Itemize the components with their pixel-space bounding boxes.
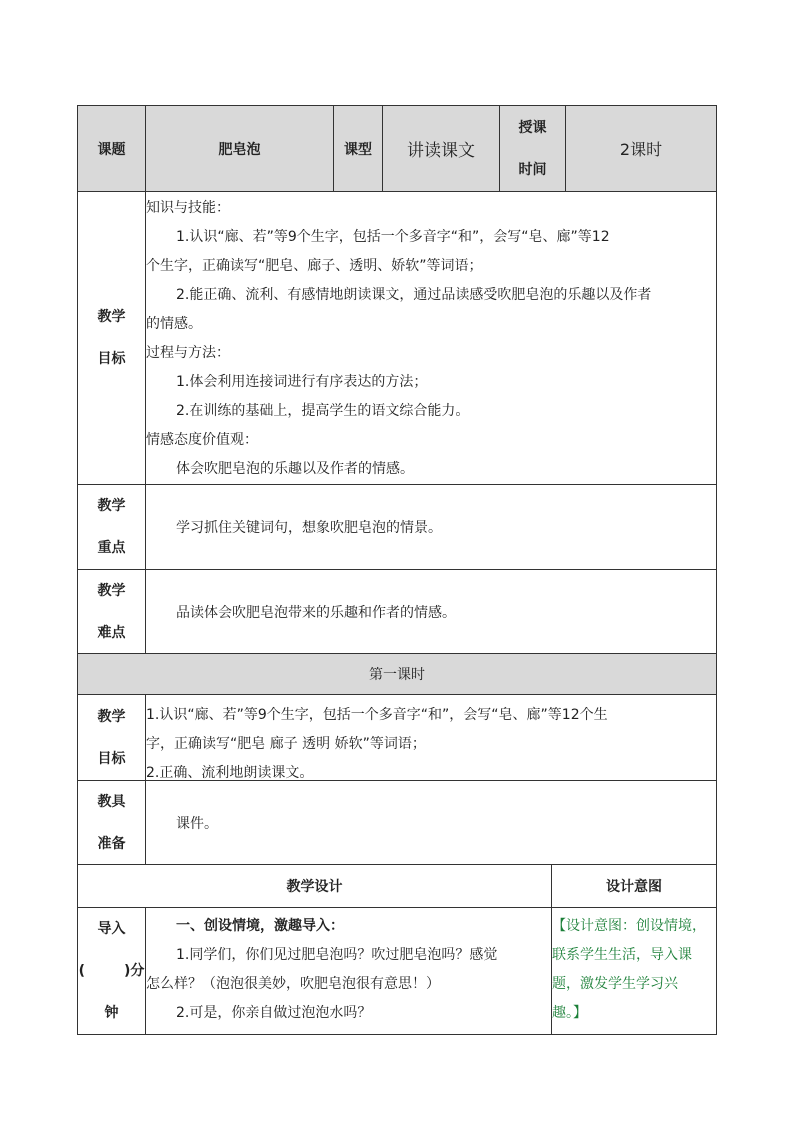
intent-col-header: 设计意图 bbox=[606, 879, 662, 895]
type-label: 课型 bbox=[334, 106, 383, 191]
topic-label: 课题 bbox=[78, 106, 146, 191]
intro-intent bbox=[552, 908, 716, 1034]
intro-label bbox=[78, 908, 146, 1034]
difficulties-label-1: 教学 bbox=[97, 582, 126, 599]
goals-line: 情感态度价值观： bbox=[146, 432, 258, 448]
goals-line: 1.体会利用连接词进行有序表达的方法； bbox=[176, 374, 428, 390]
difficulties-row bbox=[78, 570, 716, 654]
prep-label-2: 准备 bbox=[97, 835, 126, 852]
lesson1-goals-row bbox=[78, 695, 716, 781]
lesson1-goals-line: 2.正确、流利地朗读课文。 bbox=[146, 765, 314, 781]
prep-text: 课件。 bbox=[176, 815, 218, 832]
header-row bbox=[78, 106, 716, 192]
intent-line: 题，激发学生学习兴 bbox=[552, 976, 678, 992]
goals-line: 1.认识“廊、若”等9个生字，包括一个多音字“和”，会写“皂、廊”等12 bbox=[176, 229, 610, 245]
lesson1-goals-line: 字，正确读写“肥皂 廊子 透明 娇软”等词语； bbox=[146, 736, 426, 752]
intent-line: 联系学生生活，导入课 bbox=[552, 947, 692, 963]
difficulties-label-2: 难点 bbox=[97, 624, 126, 641]
time-label-1: 授课 bbox=[518, 119, 547, 136]
time-label bbox=[500, 106, 566, 191]
lesson1-title-row bbox=[78, 654, 716, 695]
prep-row bbox=[78, 781, 716, 865]
lesson-plan-table bbox=[77, 105, 717, 1035]
lesson1-title: 第一课时 bbox=[369, 667, 425, 683]
intent-line: 趣。】 bbox=[552, 1005, 587, 1021]
lesson1-goals-label-1: 教学 bbox=[97, 708, 126, 725]
key-points-label-2: 重点 bbox=[97, 540, 126, 556]
type-value: 讲读课文 bbox=[383, 106, 500, 191]
key-points-row bbox=[78, 485, 716, 570]
intro-heading: 一、创设情境，激趣导入： bbox=[176, 918, 344, 934]
intro-row bbox=[78, 908, 716, 1034]
intro-line: 1.同学们，你们见过肥皂泡吗？吹过肥皂泡吗？感觉 bbox=[176, 947, 498, 963]
intro-label-3: 钟 bbox=[104, 1005, 119, 1021]
intro-label-1: 导入 bbox=[97, 921, 126, 937]
goals-label bbox=[78, 192, 146, 484]
intro-label-2: ( )分 bbox=[78, 963, 145, 979]
goals-line: 知识与技能： bbox=[146, 200, 230, 216]
design-header-row bbox=[78, 865, 716, 908]
goals-line: 的情感。 bbox=[146, 316, 202, 332]
intro-line: 怎么样？（泡泡很美妙，吹肥皂泡很有意思！） bbox=[146, 976, 440, 992]
goals-line: 体会吹肥皂泡的乐趣以及作者的情感。 bbox=[176, 461, 414, 477]
goals-line: 个生字，正确读写“肥皂、廊子、透明、娇软”等词语； bbox=[146, 258, 483, 274]
time-value: 2课时 bbox=[619, 140, 663, 159]
intro-content bbox=[146, 908, 552, 1034]
goals-label-2: 目标 bbox=[97, 351, 126, 367]
goals-line: 2.在训练的基础上，提高学生的语文综合能力。 bbox=[176, 403, 470, 419]
intro-line: 2.可是，你亲自做过泡泡水吗？ bbox=[176, 1005, 372, 1021]
key-points-text: 学习抓住关键词句，想象吹肥皂泡的情景。 bbox=[176, 520, 442, 536]
intent-line: 【设计意图：创设情境， bbox=[552, 918, 706, 934]
key-points-label bbox=[78, 485, 146, 569]
difficulties-label bbox=[78, 570, 146, 653]
design-col-header: 教学设计 bbox=[78, 865, 552, 907]
difficulties-text: 品读体会吹肥皂泡带来的乐趣和作者的情感。 bbox=[176, 604, 456, 621]
lesson1-goals-label bbox=[78, 695, 146, 780]
goals-line: 2.能正确、流利、有感情地朗读课文，通过品读感受吹肥皂泡的乐趣以及作者 bbox=[176, 287, 652, 303]
goals-row bbox=[78, 192, 716, 485]
prep-label-1: 教具 bbox=[97, 793, 126, 810]
prep-label bbox=[78, 781, 146, 864]
goals-line: 过程与方法： bbox=[146, 345, 230, 361]
lesson1-goals-content bbox=[146, 695, 716, 780]
time-label-2: 时间 bbox=[518, 161, 547, 178]
lesson1-goals-line: 1.认识“廊、若”等9个生字，包括一个多音字“和”，会写“皂、廊”等12个生 bbox=[146, 707, 608, 723]
topic-value: 肥皂泡 bbox=[146, 106, 334, 191]
key-points-label-1: 教学 bbox=[97, 498, 126, 514]
goals-label-1: 教学 bbox=[97, 309, 126, 325]
lesson1-goals-label-2: 目标 bbox=[97, 750, 126, 767]
goals-content bbox=[146, 192, 716, 484]
